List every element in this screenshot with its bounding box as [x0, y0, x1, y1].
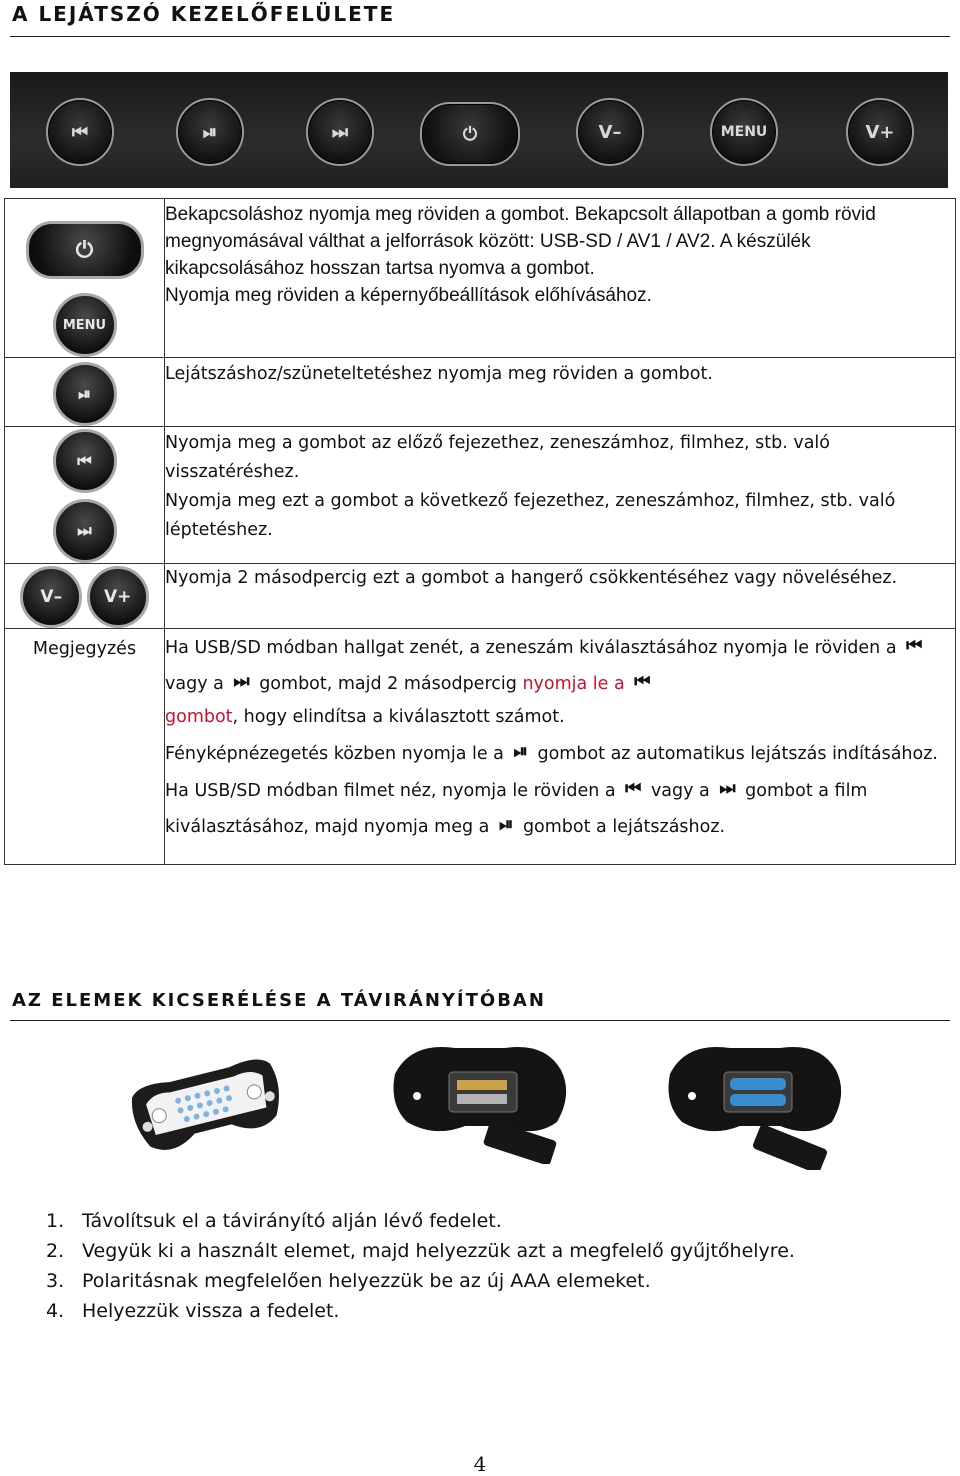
volume-up-icon: V+ — [87, 566, 149, 628]
power-icon: ⏻ — [26, 221, 144, 279]
icon-cell — [5, 199, 165, 358]
skip-back-icon: ⏮ — [906, 635, 923, 656]
menu-icon: MENU — [710, 98, 778, 166]
skip-forward-icon: ⏭ — [306, 98, 374, 166]
list-item — [46, 1296, 795, 1326]
list-item — [46, 1206, 795, 1236]
page-number: 4 — [473, 1452, 487, 1476]
step-number: 2. — [46, 1240, 65, 1262]
step-number: 3. — [46, 1270, 65, 1292]
step-text: Polaritásnak megfelelően helyezzük be az új AAA elemeket. — [82, 1270, 651, 1292]
skip-back-icon: ⏮ — [53, 429, 117, 493]
play-description: Lejátszáshoz/szüneteltetéshez nyomja meg röviden a gombot. — [165, 364, 713, 384]
skip-forward-icon: ⏭ — [233, 671, 250, 692]
list-item — [46, 1266, 795, 1296]
text-cell — [165, 427, 956, 564]
remote-front-image — [118, 1050, 294, 1160]
volume-down-icon: V– — [20, 566, 82, 628]
table-row — [5, 199, 956, 358]
skip-back-icon: ⏮ — [46, 98, 114, 166]
text-cell — [165, 199, 956, 358]
controls-table — [4, 198, 956, 865]
note-1 — [165, 629, 955, 734]
play-pause-icon: ⏯ — [498, 814, 514, 835]
title-divider — [10, 36, 950, 37]
note-label: Megjegyzés — [32, 639, 137, 659]
note-text: gombot a lejátszáshoz. — [522, 817, 726, 837]
play-pause-icon: ⏯ — [513, 741, 528, 762]
note-label-cell — [5, 629, 165, 865]
step-text: Távolítsuk el a távirányító alján lévő fedelet. — [82, 1210, 502, 1232]
power-icon: ⏻ — [420, 102, 520, 166]
step-number: 1. — [46, 1210, 65, 1232]
note-text: Fényképnézegetés közben nyomja le a — [165, 744, 504, 764]
step-number: 4. — [46, 1300, 65, 1322]
note-text: gombot a film kiválasztásához, majd nyomja meg a — [165, 781, 868, 837]
skip-back-icon: ⏮ — [625, 778, 642, 799]
skip-forward-icon: ⏭ — [53, 499, 117, 563]
note-highlight: nyomja le a — [522, 674, 625, 694]
table-row — [5, 358, 956, 427]
icon-cell — [5, 564, 165, 629]
icon-cell — [5, 427, 165, 564]
note-text: Ha USB/SD módban filmet néz, nyomja le röviden a — [165, 781, 616, 801]
text-cell — [165, 358, 956, 427]
note-highlight: gombot — [165, 707, 233, 727]
note-cell — [165, 629, 956, 865]
step-text: Helyezzük vissza a fedelet. — [82, 1300, 340, 1322]
list-item — [46, 1236, 795, 1266]
table-row — [5, 629, 956, 865]
skip-forward-icon: ⏭ — [719, 778, 736, 799]
section-title: AZ ELEMEK KICSERÉLÉSE A TÁVIRÁNYÍTÓBAN — [12, 990, 546, 1011]
play-pause-icon: ⏯ — [53, 362, 117, 426]
menu-icon: MENU — [53, 293, 117, 357]
note-text: , hogy elindítsa a kiválasztott számot. — [232, 707, 565, 727]
control-panel-photo — [10, 72, 948, 188]
note-text: Ha USB/SD módban hallgat zenét, a zeneszám kiválasztásához nyomja le röviden a — [165, 638, 897, 658]
volume-description: Nyomja 2 másodpercig ezt a gombot a hangerő csökkentéséhez vagy növeléséhez. — [165, 568, 898, 588]
next-description: Nyomja meg ezt a gombot a következő fejezethez, zeneszámhoz, filmhez, stb. való léptetéshez. — [165, 491, 896, 540]
power-description: Bekapcsoláshoz nyomja meg röviden a gombot. Bekapcsolt állapotban a gomb rövid megnyomásával válthat a jelforrások között: USB-SD / AV1 / AV2. A készülék kikapcsolásához hosszan tartsa nyomva a gombot. — [165, 204, 876, 279]
volume-up-icon: V+ — [846, 98, 914, 166]
prev-description: Nyomja meg a gombot az előző fejezethez, zeneszámhoz, filmhez, stb. való visszatéréshez. — [165, 433, 830, 482]
note-text: gombot, majd 2 másodpercig — [259, 674, 517, 694]
skip-back-icon: ⏮ — [634, 671, 651, 692]
note-text: gombot az automatikus lejátszás indításához. — [537, 744, 938, 764]
text-cell — [165, 564, 956, 629]
note-text: vagy a — [650, 781, 710, 801]
note-2 — [165, 736, 955, 770]
icon-cell — [5, 358, 165, 427]
remote-back-open-image — [385, 1034, 575, 1164]
battery-steps-list — [46, 1206, 795, 1326]
note-text: vagy a — [165, 674, 224, 694]
volume-down-icon: V– — [576, 98, 644, 166]
remote-back-batteries-image — [660, 1034, 850, 1170]
page-title: A LEJÁTSZÓ KEZELŐFELÜLETE — [12, 2, 396, 26]
play-pause-icon: ⏯ — [176, 98, 244, 166]
step-text: Vegyük ki a használt elemet, majd helyezzük azt a megfelelő gyűjtőhelyre. — [82, 1240, 795, 1262]
table-row — [5, 564, 956, 629]
table-row — [5, 427, 956, 564]
note-3 — [165, 772, 955, 844]
section-divider — [10, 1020, 950, 1021]
menu-description: Nyomja meg röviden a képernyőbeállítások előhívásához. — [165, 285, 652, 306]
